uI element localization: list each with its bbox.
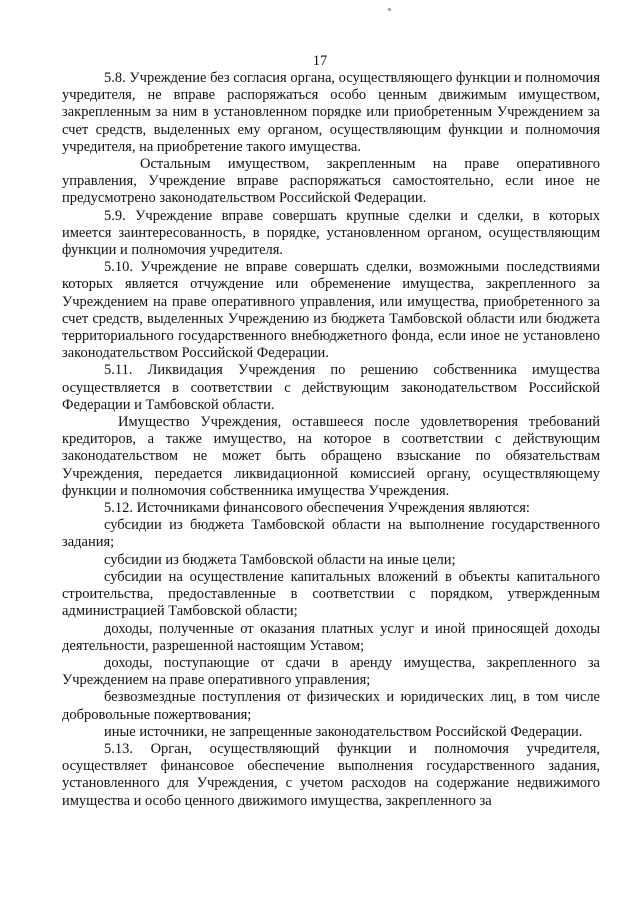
list-item-subsidy-other: субсидии из бюджета Тамбовской области на иные цели;	[104, 551, 456, 568]
list-item-other-sources: иные источники, не запрещенные законодательством Российской Федерации.	[104, 723, 583, 740]
list-item-paid-services: доходы, полученные от оказания платных услуг и иной приносящей доходы деятельности, разрешенной настоящим Уставом;	[62, 620, 600, 654]
scan-mark	[388, 8, 391, 11]
paragraph-5-12: 5.12. Источниками финансового обеспечения Учреждения являются:	[104, 500, 530, 517]
paragraph-5-11: 5.11. Ликвидация Учреждения по решению собственника имущества осуществляется в соответствии с действующим законодательством Российской Федерации и Тамбовской области.	[62, 362, 600, 413]
page-number: 17	[312, 53, 328, 69]
paragraph-5-8: 5.8. Учреждение без согласия органа, осуществляющего функции и полномочия учредителя, не вправе распоряжаться особо ценным движимым имуществом, закрепленным за ним в установленном порядке или приобретенным Учреждением за счет средств, выделенных ему органом, осуществляющим функции и полномочия учредителя, на приобретение такого имущества.	[62, 70, 600, 155]
paragraph-remaining-property: Имущество Учреждения, оставшееся после удовлетворения требований кредиторов, а также имущество, на которое в соответствии с действующим законодательством не может быть обращено взыскание по обязательствам Учреждения, передается ликвидационной комиссией органу, осуществляющему функции и полномочия собственника имущества Учреждения.	[62, 414, 600, 499]
document-body	[62, 70, 600, 810]
paragraph-5-13: 5.13. Орган, осуществляющий функции и полномочия учредителя, осуществляет финансовое обеспечение выполнения государственного задания, установленного для Учреждения, с учетом расходов на содержание недвижимого имущества и особо ценного движимого имущества, закрепленного за	[62, 740, 600, 809]
paragraph-5-10: 5.10. Учреждение не вправе совершать сделки, возможными последствиями которых является отчуждение или обременение имущества, закрепленного за Учреждением на праве оперативного управления, или имущества, приобретенного за счет средств, выделенных Учреждению из бюджета Тамбовской области или бюджета территориального государственного внебюджетного фонда, если иное не установлено законодательством Российской Федерации.	[62, 259, 600, 362]
paragraph-other-property: Остальным имуществом, закрепленным на праве оперативного управления, Учреждение вправе распоряжаться самостоятельно, если иное не предусмотрено законодательством Российской Федерации.	[62, 156, 600, 207]
list-item-subsidy-state-task: субсидии из бюджета Тамбовской области на выполнение государственного задания;	[62, 517, 600, 551]
list-item-subsidy-capital: субсидии на осуществление капитальных вложений в объекты капитального строительства, предоставленные в соответствии с порядком, утвержденным администрацией Тамбовской области;	[62, 568, 600, 620]
paragraph-5-9: 5.9. Учреждение вправе совершать крупные сделки и сделки, в которых имеется заинтересованность, в порядке, установленном органом, осуществляющим функции и полномочия учредителя.	[62, 207, 600, 259]
list-item-donations: безвозмездные поступления от физических и юридических лиц, в том числе добровольные пожертвования;	[62, 689, 600, 723]
list-item-rent-income: доходы, поступающие от сдачи в аренду имущества, закрепленного за Учреждением на праве оперативного управления;	[62, 654, 600, 689]
